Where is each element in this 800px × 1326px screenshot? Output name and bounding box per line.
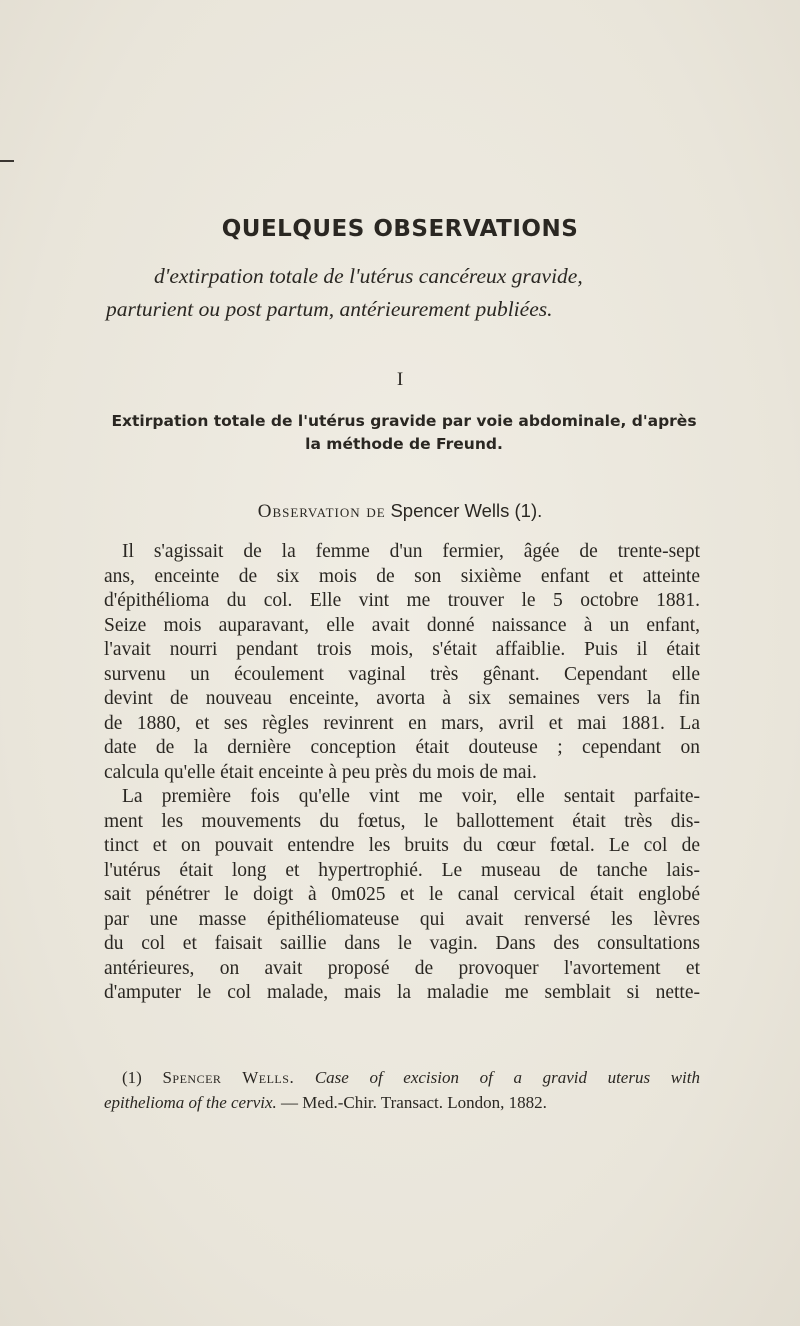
page-edge-mark: [0, 160, 14, 162]
paragraph-2: [104, 785, 700, 1006]
paragraph-1: [104, 540, 700, 785]
text-line: Il s'agissait de la femme d'un fermier, âgée de trente-sept: [122, 541, 700, 562]
text-line: par une masse épithéliomateuse qui avait renversé les lèvres: [104, 908, 700, 930]
text-line: antérieures, on avait proposé de provoquer l'avortement et: [104, 957, 700, 979]
text-line: ans, enceinte de six mois de son sixième enfant et atteinte: [104, 565, 700, 587]
observation-author: Spencer Wells (1).: [390, 500, 543, 521]
subtitle-line-2: parturient ou post partum, antérieurement publiées.: [106, 297, 553, 321]
footnote-line-1: [104, 1067, 700, 1092]
footnote-marker: (1): [122, 1068, 142, 1087]
text-line: du col et faisait saillie dans le vagin. Dans des consultations: [104, 933, 700, 954]
observation-prefix: Observation de: [257, 501, 386, 522]
subtitle-line-1: d'extirpation totale de l'utérus cancéreux gravide,: [154, 264, 583, 288]
footnote-author: Spencer Wells.: [162, 1068, 295, 1087]
section-heading-line-2: la méthode de Freund.: [305, 435, 503, 453]
section-number: I: [396, 369, 404, 390]
section-heading: [104, 410, 704, 456]
text-line: sait pénétrer le doigt à 0m025 et le canal cervical était englobé: [104, 884, 700, 905]
text-line: Seize mois auparavant, elle avait donné naissance à un enfant,: [104, 614, 700, 636]
text-line: d'amputer le col malade, mais la maladie me semblait si nette-: [104, 982, 700, 1003]
text-line: d'épithélioma du col. Elle vint me trouver le 5 octobre 1881.: [104, 590, 700, 611]
footnote-source: — Med.-Chir. Transact. London, 1882.: [281, 1092, 547, 1112]
text-line: survenu un écoulement vaginal très gênant. Cependant elle: [104, 663, 700, 685]
section-heading-line-1: Extirpation totale de l'utérus gravide par voie abdominale, d'après: [111, 412, 697, 430]
text-line: La première fois qu'elle vint me voir, elle sentait parfaite-: [122, 786, 700, 807]
footnote: [104, 1067, 700, 1116]
text-line: l'avait nourri pendant trois mois, s'était affaiblie. Puis il était: [104, 639, 700, 660]
text-line: calcula qu'elle était enceinte à peu près du mois de mai.: [104, 761, 537, 783]
text-line: tinct et on pouvait entendre les bruits du cœur fœtal. Le col de: [104, 835, 700, 856]
footnote-line-2: [104, 1092, 700, 1117]
observation-heading: [0, 500, 800, 523]
footnote-title-line-1: Case of excision of a gravid uterus with: [314, 1068, 700, 1087]
text-line: ment les mouvements du fœtus, le ballottement était très dis-: [104, 810, 700, 832]
text-line: de 1880, et ses règles revinrent en mars, avril et mai 1881. La: [104, 712, 700, 734]
text-line: l'utérus était long et hypertrophié. Le museau de tanche lais-: [104, 859, 700, 881]
footnote-title-line-2: epithelioma of the cervix.: [104, 1092, 277, 1112]
body-text: [104, 540, 700, 1006]
text-line: devint de nouveau enceinte, avorta à six semaines vers la fin: [104, 688, 700, 709]
text-line: date de la dernière conception était douteuse ; cependant on: [104, 737, 700, 758]
page-title: QUELQUES OBSERVATIONS: [221, 216, 579, 242]
